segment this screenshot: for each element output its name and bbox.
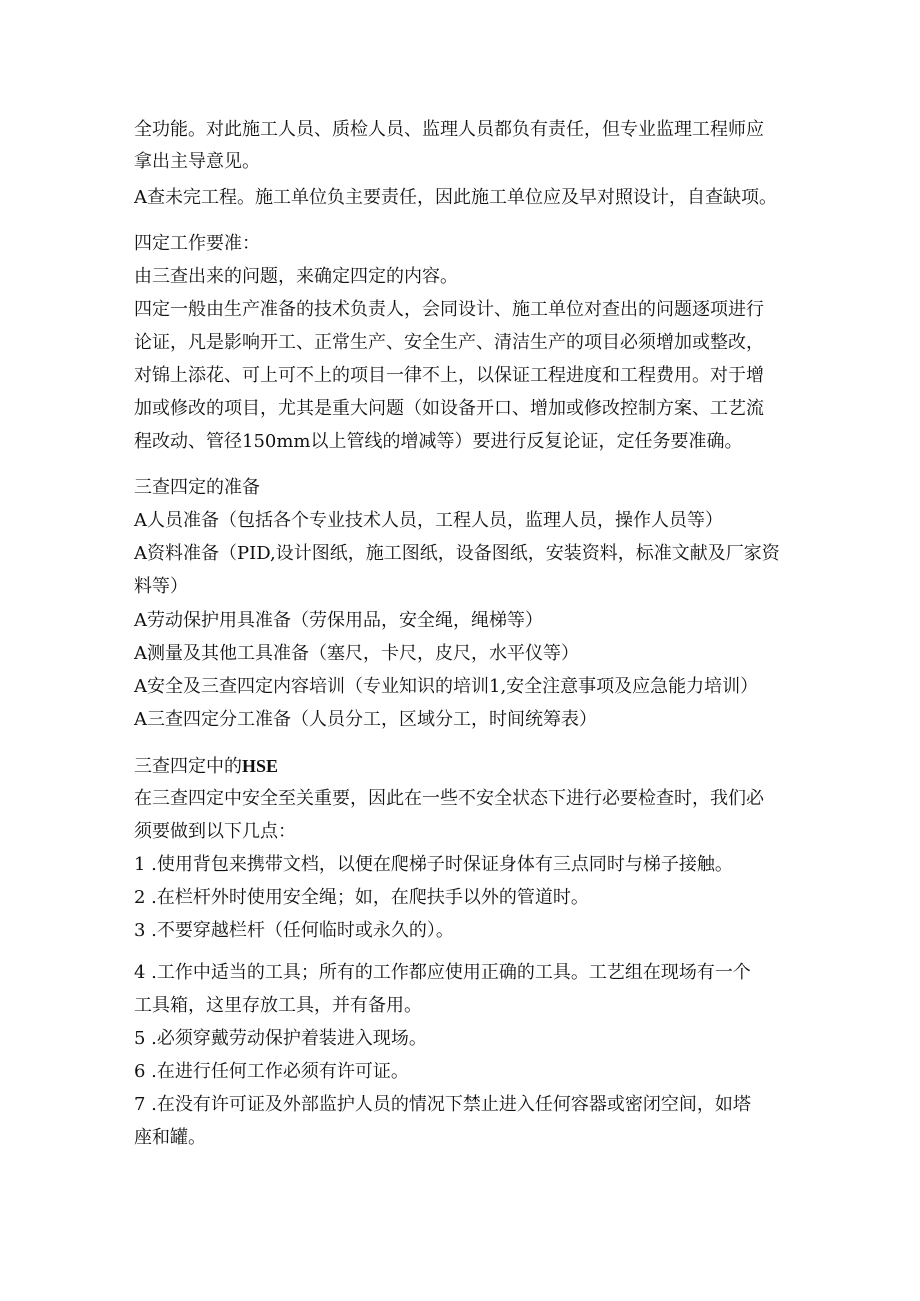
hse-point: 5 .必须穿戴劳动保护着装进入现场。 [134,1028,427,1049]
prep-item-continued: 料等） [134,576,188,597]
intro-line-3: A查未完工程。施工单位负主要责任，因此施工单位应及早对照设计，自查缺项。 [134,187,777,208]
section-heading-prep: 三查四定的准备 [134,477,260,498]
prep-item: A测量及其他工具准备（塞尺，卡尺，皮尺，水平仪等） [134,643,579,664]
four-define-paragraph-2-line-2: 论证，凡是影响开工、正常生产、安全生产、清洁生产的项目必须增加或整改， [134,332,764,353]
hse-point-continued: 工具箱，这里存放工具，并有备用。 [134,995,422,1016]
intro-line-2: 拿出主导意见。 [134,151,260,172]
intro-line-1: 全功能。对此施工人员、质检人员、监理人员都负有责任，但专业监理工程师应 [134,119,764,140]
hse-heading-prefix: 三查四定中的 [134,756,242,777]
hse-point: 1 .使用背包来携带文档，以便在爬梯子时保证身体有三点同时与梯子接触。 [134,854,733,875]
prep-item: A三查四定分工准备（人员分工，区域分工，时间统筹表） [134,709,597,730]
hse-point-continued: 座和罐。 [134,1127,206,1148]
hse-heading-bold: HSE [242,756,279,776]
hse-intro-line-2: 须要做到以下几点： [134,821,296,842]
prep-item: A人员准备（包括各个专业技术人员，工程人员，监理人员，操作人员等） [134,510,723,531]
four-define-paragraph-2-line-3: 对锦上添花、可上可不上的项目一律不上，以保证工程进度和工程费用。对于增 [134,365,764,386]
hse-point: 7 .在没有许可证及外部监护人员的情况下禁止进入任何容器或密闭空间，如塔 [134,1094,751,1115]
four-define-paragraph-2-line-1: 四定一般由生产准备的技术负责人，会同设计、施工单位对查出的问题逐项进行 [134,299,764,320]
hse-point: 3 .不要穿越栏杆（任何临时或永久的）。 [134,920,454,941]
four-define-paragraph-1: 由三查出来的问题，来确定四定的内容。 [134,266,458,287]
prep-item: A资料准备（PID,设计图纸，施工图纸，设备图纸，安装资料，标准文献及厂家资 [134,543,780,564]
prep-item: A劳动保护用具准备（劳保用品，安全绳，绳梯等） [134,610,543,631]
prep-item: A安全及三查四定内容培训（专业知识的培训1,安全注意事项及应急能力培训） [134,676,759,697]
hse-intro-line-1: 在三查四定中安全至关重要，因此在一些不安全状态下进行必要检查时，我们必 [134,788,764,809]
section-heading-four-define: 四定工作要准： [134,233,260,254]
four-define-paragraph-2-line-5: 程改动、管径150mm以上管线的增减等）要进行反复论证，定任务要准确。 [134,431,743,452]
hse-point: 6 .在进行任何工作必须有许可证。 [134,1061,409,1082]
hse-point: 2 .在栏杆外时使用安全绳；如，在爬扶手以外的管道时。 [134,887,589,908]
hse-point: 4 .工作中适当的工具；所有的工作都应使用正确的工具。工艺组在现场有一个 [134,962,751,983]
four-define-paragraph-2-line-4: 加或修改的项目，尤其是重大问题（如设备开口、增加或修改控制方案、工艺流 [134,398,764,419]
section-heading-hse [134,754,278,779]
